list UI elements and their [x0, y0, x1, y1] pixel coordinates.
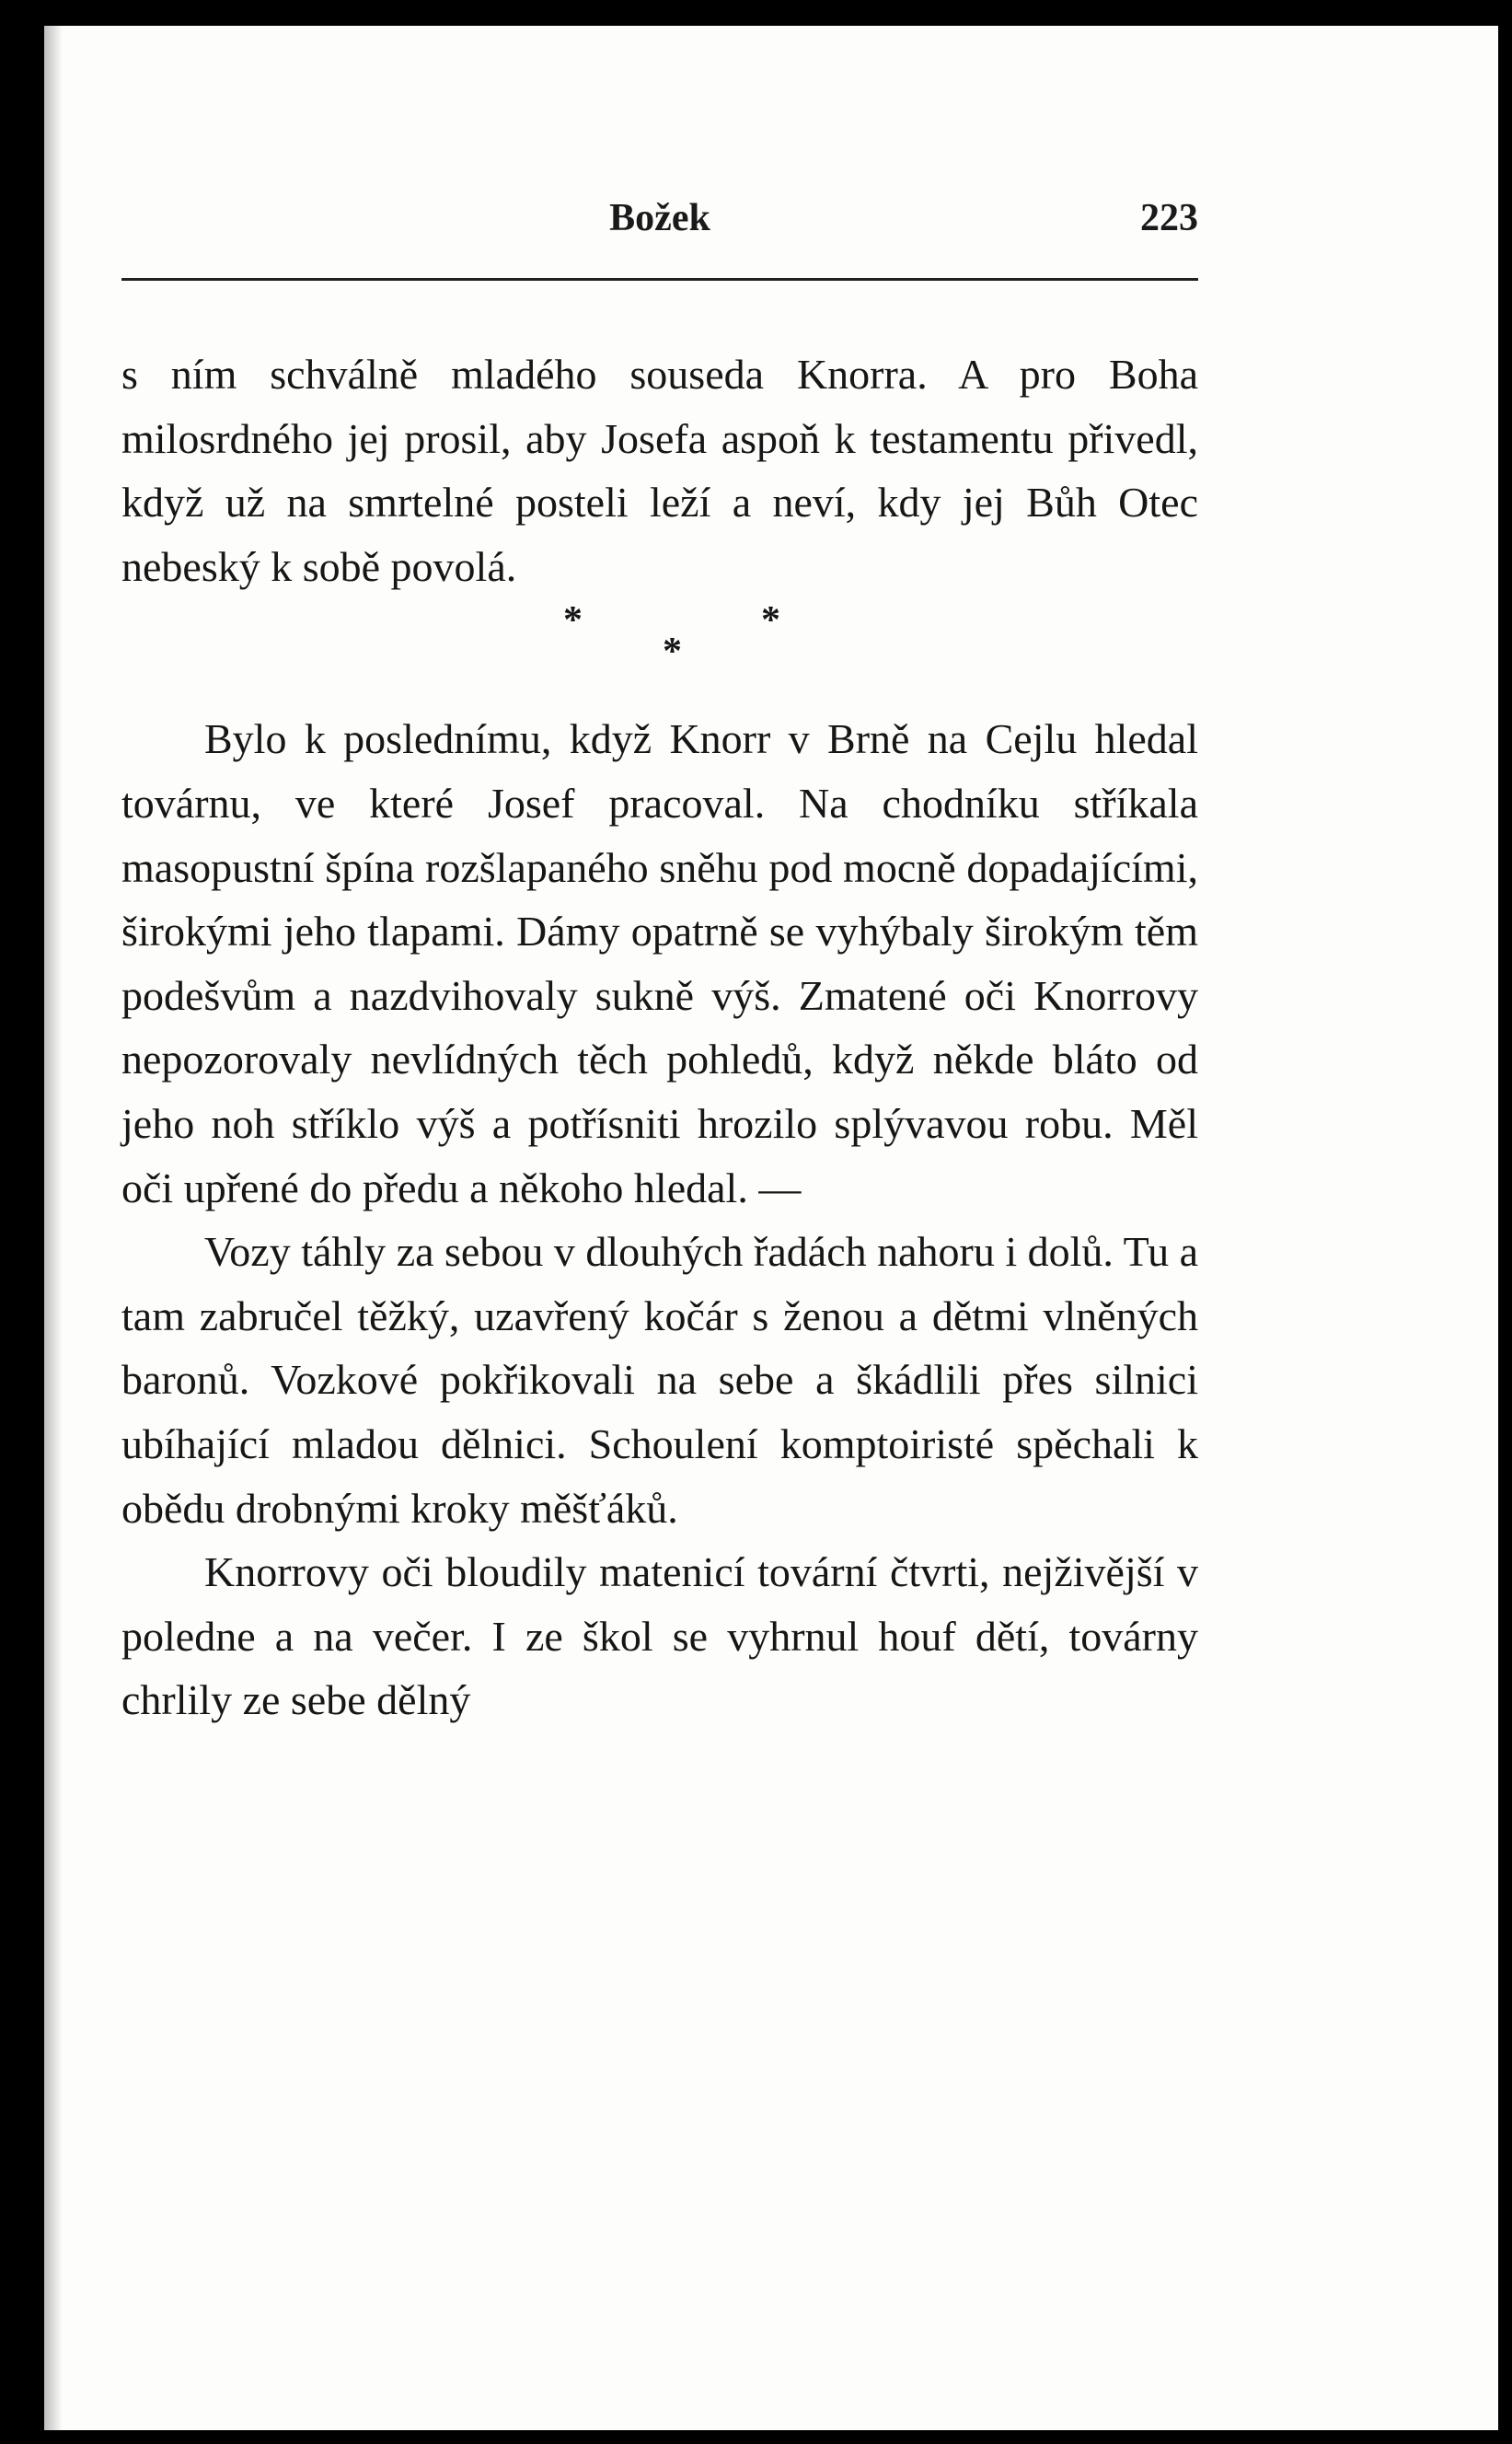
paragraph-4: Knorrovy oči bloudily matenicí tovární čtvrti, nejživější v poledne a na večer. I ze škol se vyhrnul houf dětí, továrny chrlily ze sebe dělný — [121, 1548, 1198, 1724]
asterisk-left: * — [563, 599, 583, 643]
asterisk-right: * — [761, 599, 780, 643]
body-text — [121, 342, 1198, 1732]
running-title: Božek — [609, 197, 710, 239]
asterism — [121, 598, 1198, 707]
page-header — [121, 189, 1198, 244]
paragraph-1: s ním schválně mladého souseda Knorra. A pro Boha milosrdného jej prosil, aby Josefa aspoň k testamentu přivedl, když už na smrtelné posteli leží a neví, kdy jej Bůh Otec nebeský k sobě povolá. — [121, 351, 1198, 590]
asterisk-middle: * — [663, 631, 682, 674]
page-edge-shadow — [44, 26, 63, 2430]
paragraph-3: Vozy táhly za sebou v dlouhých řadách nahoru i dolů. Tu a tam zabručel těžký, uzavřený kočár s ženou a dětmi vlněných baronů. Vozkové pokřikovali na sebe a škádlili přes silnici ubíhající mladou dělnici. Schoulení komptoiristé spěchali k obědu drobnými kroky měšťáků. — [121, 1228, 1198, 1532]
page-number: 223 — [1140, 197, 1198, 239]
paragraph-2: Bylo k poslednímu, když Knorr v Brně na Cejlu hledal továrnu, ve které Josef pracoval. Na chodníku stříkala masopustní špína rozšlapaného sněhu pod mocně dopadajícími, širokými jeho tlapami. Dámy opatrně se vyhýbaly širokým těm podešvům a nazdvihovaly sukně výš. Zmatené oči Knorrovy nepozorovaly nevlídných těch pohledů, když někde bláto od jeho noh stříklo výš a potřísniti hrozilo splývavou robu. Měl oči upřené do předu a někoho hledal. — — [121, 715, 1198, 1211]
header-rule — [121, 278, 1198, 281]
